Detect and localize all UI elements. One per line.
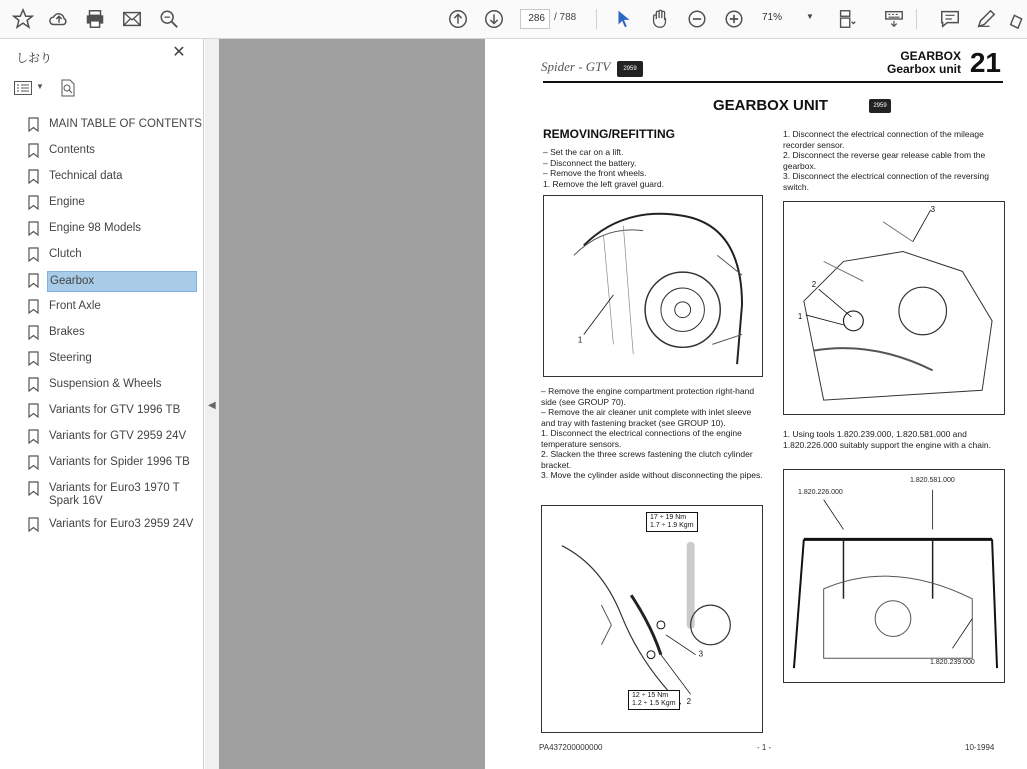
bookmark-icon (28, 273, 39, 288)
svg-text:2: 2 (811, 280, 817, 290)
page-view-icon[interactable] (834, 6, 860, 32)
chapter-subtitle: Gearbox unit (886, 62, 961, 76)
chevron-down-icon[interactable]: ▼ (36, 82, 44, 91)
bookmark-label: Steering (49, 352, 92, 364)
svg-text:3: 3 (698, 649, 703, 659)
bookmark-item[interactable] (28, 193, 200, 219)
header-rule (543, 81, 1003, 83)
pdf-page (485, 39, 1027, 769)
bookmark-icon (28, 377, 39, 392)
bookmark-label: Variants for GTV 1996 TB (49, 404, 181, 416)
bookmark-item[interactable] (28, 375, 200, 401)
bookmark-icon (28, 195, 39, 210)
upload-cloud-icon[interactable] (46, 6, 72, 32)
bookmark-item[interactable] (28, 167, 200, 193)
brand-logo: Spider - GTV (541, 59, 611, 74)
bookmark-item[interactable] (28, 115, 200, 141)
bookmark-label: Front Axle (49, 300, 101, 312)
bookmark-label: Variants for GTV 2959 24V (49, 430, 187, 442)
procedure-steps-2: – Remove the engine compartment protection right-hand side (see GROUP 70). – Remove the air cleaner unit complete with inlet sleeve and tray with fastening bracket (see GROUP 10). 1. Disconnect the electrical connections of the engine temperature sensors. 2. Slacken the three screws fastening the clutch cylinder bracket. 3. Move the cylinder aside without disconnecting the pipes. (541, 386, 763, 480)
highlight-icon[interactable] (1005, 6, 1027, 32)
tool-label-1: 1.820.226.000 (798, 489, 843, 496)
chevron-down-icon[interactable]: ▼ (806, 12, 814, 21)
bookmark-item[interactable] (28, 401, 200, 427)
chapter-header (887, 50, 961, 76)
print-icon[interactable] (82, 6, 108, 32)
panel-toolbar (14, 79, 94, 99)
pen-draw-icon[interactable] (973, 6, 999, 32)
bookmark-label: Variants for Euro3 1970 T Spark 16V (49, 482, 180, 507)
bookmark-item[interactable] (28, 323, 200, 349)
bookmark-label: Variants for Euro3 2959 24V (49, 518, 194, 530)
figure-gravel-guard (543, 195, 763, 377)
bookmark-icon (28, 481, 39, 496)
svg-text:1: 1 (797, 311, 803, 321)
bookmark-icon (28, 351, 39, 366)
procedure-steps-4: 1. Using tools 1.820.239.000, 1.820.581.000 and 1.820.226.000 suitably support the engine with a chain. (783, 429, 991, 450)
bookmark-label: Engine (49, 196, 85, 208)
bookmark-star-icon[interactable] (10, 6, 36, 32)
svg-text:1: 1 (577, 335, 583, 345)
bookmark-label: Suspension & Wheels (49, 378, 162, 390)
figure-engine-support (783, 469, 1005, 683)
torque-spec-1: 17 ÷ 19 Nm 1.7 ÷ 1.9 Kgm (646, 512, 698, 532)
keyboard-icon[interactable] (881, 6, 907, 32)
find-bookmark-icon[interactable] (60, 79, 76, 97)
mail-icon[interactable] (119, 6, 145, 32)
bookmark-icon (28, 169, 39, 184)
bookmark-item[interactable] (28, 271, 200, 297)
page-up-icon[interactable] (445, 6, 471, 32)
bookmark-item[interactable] (28, 141, 200, 167)
zoom-in-icon[interactable] (721, 6, 747, 32)
chapter-number: 21 (969, 47, 1001, 78)
page-heading: GEARBOX UNIT (713, 97, 829, 114)
bookmark-item[interactable] (28, 349, 200, 375)
bookmark-icon (28, 117, 39, 132)
procedure-steps-3: 1. Disconnect the electrical connection of the mileage recorder sensor. 2. Disconnect the reverse gear release cable from the gearbox. 3. Disconnect the electrical connection of the reversing switch. (783, 129, 990, 192)
bookmark-label: Technical data (49, 170, 123, 182)
bookmark-item[interactable] (28, 479, 200, 515)
bookmark-label: Engine 98 Models (49, 222, 142, 234)
comment-icon[interactable] (937, 6, 963, 32)
bookmark-item[interactable] (28, 219, 200, 245)
figure-clutch-cylinder (541, 505, 763, 733)
bookmark-icon (28, 325, 39, 340)
bookmark-icon (28, 455, 39, 470)
svg-text:2: 2 (686, 697, 692, 707)
page-number-input[interactable]: 286 (520, 9, 550, 29)
page-down-icon[interactable] (481, 6, 507, 32)
figure-gearbox-connections (783, 201, 1005, 415)
page-total: / 788 (554, 12, 577, 23)
bookmark-item[interactable] (28, 453, 200, 479)
tool-label-3: 1.820.239.000 (930, 659, 975, 666)
bookmark-icon (28, 247, 39, 262)
panel-title: しおり (16, 51, 53, 65)
svg-text:3: 3 (930, 204, 936, 214)
bookmarks-panel (0, 39, 204, 769)
hand-tool-icon[interactable] (647, 6, 673, 32)
toolbar-divider (916, 9, 917, 29)
document-viewport[interactable] (219, 39, 1027, 769)
options-list-icon[interactable] (14, 81, 32, 95)
bookmark-item[interactable] (28, 427, 200, 453)
select-cursor-icon[interactable] (611, 6, 637, 32)
toolbar (0, 0, 1027, 39)
bookmark-item[interactable] (28, 297, 200, 323)
zoom-out-icon[interactable] (684, 6, 710, 32)
tool-label-2: 1.820.581.000 (910, 477, 955, 484)
bookmark-item[interactable] (28, 515, 200, 541)
procedure-steps-1: – Set the car on a lift. – Disconnect the battery. – Remove the front wheels. 1. Remove the left gravel guard. (543, 147, 664, 189)
chapter-title: GEARBOX (900, 49, 961, 63)
torque-spec-2: 12 ÷ 15 Nm 1.2 ÷ 1.5 Kgm (628, 690, 680, 710)
bookmark-label: Contents (49, 144, 96, 156)
bookmark-label: Clutch (49, 248, 82, 260)
bookmark-list (28, 115, 200, 541)
engine-badge: 2959 (617, 61, 643, 77)
bookmark-icon (28, 221, 39, 236)
engine-badge: 2959 (869, 99, 891, 113)
collapse-panel-icon[interactable]: ◀ (208, 400, 216, 411)
bookmark-icon (28, 517, 39, 532)
toolbar-divider (596, 9, 597, 29)
footer-page-number: - 1 - (757, 743, 772, 752)
bookmark-icon (28, 429, 39, 444)
footer-date: 10-1994 (965, 743, 995, 752)
zoom-select[interactable]: 71% (762, 12, 783, 23)
footer-code: PA437200000000 (539, 743, 603, 752)
bookmark-label: MAIN TABLE OF CONTENTS (49, 118, 202, 130)
bookmark-icon (28, 299, 39, 314)
search-zoom-icon[interactable] (156, 6, 182, 32)
close-icon[interactable]: ✕ (172, 44, 186, 61)
bookmark-label: Gearbox (47, 271, 197, 292)
bookmark-icon (28, 143, 39, 158)
bookmark-label: Brakes (49, 326, 85, 338)
section-title: REMOVING/REFITTING (543, 127, 675, 141)
bookmark-label: Variants for Spider 1996 TB (49, 456, 190, 468)
bookmark-icon (28, 403, 39, 418)
bookmark-item[interactable] (28, 245, 200, 271)
